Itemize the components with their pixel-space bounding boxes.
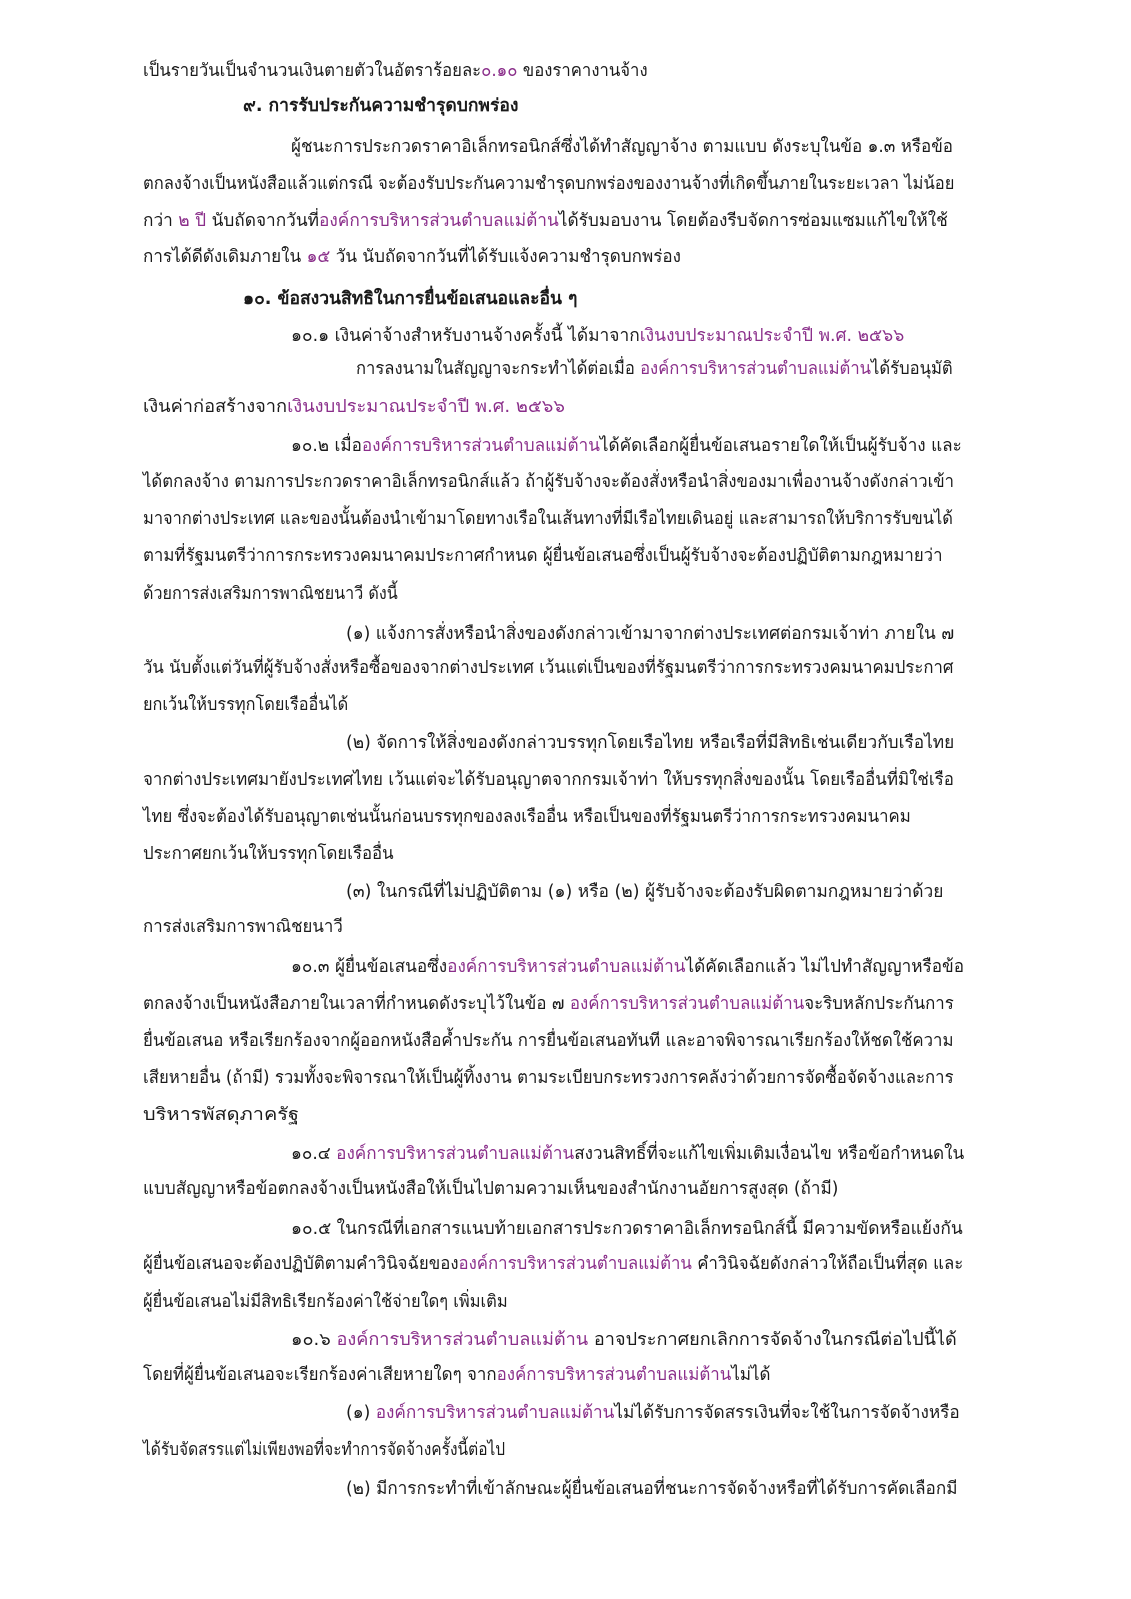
text-segment: ด้วยการส่งเสริมการพาณิชยนาวี ดังนี้ xyxy=(143,584,398,604)
text-segment: ๑๐.๔ xyxy=(291,1144,337,1164)
text-line xyxy=(143,58,648,84)
highlighted-text: ๒ ปี xyxy=(178,211,207,231)
text-line xyxy=(291,1141,964,1167)
highlighted-text: องค์การบริหารส่วนตำบลแม่ต้าน xyxy=(447,957,686,977)
text-line xyxy=(346,1400,960,1426)
text-segment: ยกเว้นให้บรรทุกโดยเรืออื่นได้ xyxy=(143,695,349,715)
text-line xyxy=(143,1176,838,1202)
text-line xyxy=(143,581,398,607)
text-segment: ผู้ยื่นข้อเสนอไม่มีสิทธิเรียกร้องค่าใช้จ่ายใดๆ เพิ่มเติม xyxy=(143,1292,508,1312)
text-segment: การได้ดีดังเดิมภายใน xyxy=(143,247,307,267)
text-line xyxy=(143,171,954,197)
text-line xyxy=(143,914,343,940)
text-segment: ไทย ซึ่งจะต้องได้รับอนุญาตเช่นนั้นก่อนบรรทุกของลงเรืออื่น หรือเป็นของที่รัฐมนตรีว่าการกระทรวงคมนาคม xyxy=(143,807,911,827)
text-line xyxy=(143,543,943,569)
text-segment: (๓) ในกรณีที่ไม่ปฏิบัติตาม (๑) หรือ (๒) ผู้รับจ้างจะต้องรับผิดตามกฎหมายว่าด้วย xyxy=(346,882,944,902)
highlighted-text: องค์การบริหารส่วนตำบลแม่ต้าน xyxy=(336,1144,575,1164)
text-line xyxy=(291,1327,957,1353)
text-segment: (๒) จัดการให้สิ่งของดังกล่าวบรรทุกโดยเรือไทย หรือเรือที่มีสิทธิเช่นเดียวกับเรือไทย xyxy=(346,733,955,753)
text-segment: มาจากต่างประเทศ และของนั้นต้องนำเข้ามาโดยทางเรือในเส้นทางที่มีเรือไทยเดินอยู่ และสามารถให้บริการรับขนได้ xyxy=(143,509,953,529)
highlighted-text: องค์การบริหารส่วนตำบลแม่ต้าน xyxy=(319,211,559,231)
text-segment: การส่งเสริมการพาณิชยนาวี xyxy=(143,917,343,937)
text-line xyxy=(143,1437,505,1463)
text-segment: การลงนามในสัญญาจะกระทำได้ต่อเมื่อ xyxy=(356,359,641,379)
text-line xyxy=(143,1028,954,1054)
text-line xyxy=(143,394,565,420)
text-line xyxy=(291,323,904,349)
text-segment: กว่า xyxy=(143,211,179,231)
text-line xyxy=(346,879,943,905)
text-segment: เสียหายอื่น (ถ้ามี) รวมทั้งจะพิจารณาให้เป็นผู้ทิ้งงาน ตามระเบียบกระทรวงการคลังว่าด้วยการจัดซื้อจัดจ้างและการ xyxy=(143,1068,954,1088)
text-line xyxy=(143,767,954,793)
text-line xyxy=(291,954,964,980)
text-segment: ๑๐.๒ เมื่อ xyxy=(291,436,362,456)
text-segment: คำวินิจฉัยดังกล่าวให้ถือเป็นที่สุด และ xyxy=(691,1254,964,1274)
text-segment: ๑๐.๕ ในกรณีที่เอกสารแนบท้ายเอกสารประกวดราคาอิเล็กทรอนิกส์นี้ มีความขัดหรือแย้งกัน xyxy=(291,1219,963,1239)
text-segment: ไม่ได้ xyxy=(731,1365,771,1385)
highlighted-text: ๑๕ xyxy=(306,247,331,267)
highlighted-text: เงินงบประมาณประจำปี พ.ศ. ๒๕๖๖ xyxy=(287,397,565,417)
text-segment: ตามที่รัฐมนตรีว่าการกระทรวงคมนาคมประกาศกำหนด ผู้ยื่นข้อเสนอซึ่งเป็นผู้รับจ้างจะต้องปฏิบัติตามกฎหมายว่า xyxy=(143,546,943,566)
text-segment: (๒) มีการกระทำที่เข้าลักษณะผู้ยื่นข้อเสนอที่ชนะการจัดจ้างหรือที่ได้รับการคัดเลือกมี xyxy=(346,1479,958,1499)
text-line xyxy=(143,1065,954,1091)
text-segment: (๑) xyxy=(346,1403,376,1423)
text-line xyxy=(143,841,394,867)
text-line xyxy=(291,1216,963,1242)
text-segment: โดยที่ผู้ยื่นข้อเสนอจะเรียกร้องค่าเสียหายใดๆ จาก xyxy=(143,1365,497,1385)
text-segment: ของราคางานจ้าง xyxy=(517,61,648,81)
text-segment: ตกลงจ้างเป็นหนังสือแล้วแต่กรณี จะต้องรับประกันความชำรุดบกพร่องของงานจ้างที่เกิดขึ้นภายในระยะเวลา ไม่น้อย xyxy=(143,174,955,194)
text-segment: ๑๐.๑ เงินค่าจ้างสำหรับงานจ้างครั้งนี้ ได้มาจาก xyxy=(291,326,640,346)
text-segment: ได้รับจัดสรรแต่ไม่เพียงพอที่จะทำการจัดจ้างครั้งนี้ต่อไป xyxy=(143,1440,506,1460)
text-segment: อาจประกาศยกเลิกการจัดจ้างในกรณีต่อไปนี้ได้ xyxy=(588,1330,957,1350)
text-segment: เงินค่าก่อสร้างจาก xyxy=(143,397,288,417)
text-segment: จะริบหลักประกันการ xyxy=(804,994,954,1014)
highlighted-text: ๐.๑๐ xyxy=(481,61,518,81)
text-line xyxy=(243,286,577,312)
text-segment: ได้คัดเลือกแล้ว ไม่ไปทำสัญญาหรือข้อ xyxy=(685,957,965,977)
text-line xyxy=(356,356,953,382)
text-segment: ประกาศยกเว้นให้บรรทุกโดยเรืออื่น xyxy=(143,844,394,864)
highlighted-text: องค์การบริหารส่วนตำบลแม่ต้าน xyxy=(569,994,805,1014)
text-segment: ผู้ยื่นข้อเสนอจะต้องปฏิบัติตามคำวินิจฉัยของ xyxy=(143,1254,459,1274)
text-line xyxy=(143,506,953,532)
text-line xyxy=(143,1289,508,1315)
text-segment: นับถัดจากวันที่ xyxy=(206,211,320,231)
text-segment: ยื่นข้อเสนอ หรือเรียกร้องจากผู้ออกหนังสือค้ำประกัน การยื่นข้อเสนอทันที และอาจพิจารณาเรียกร้องให้ชดใช้ความ xyxy=(143,1031,954,1051)
text-line xyxy=(143,655,954,681)
text-segment: ได้รับอนุมัติ xyxy=(871,359,953,379)
text-segment: ๑๐. ข้อสงวนสิทธิในการยื่นข้อเสนอและอื่น ๆ xyxy=(243,289,578,309)
text-segment: จากต่างประเทศมายังประเทศไทย เว้นแต่จะได้รับอนุญาตจากกรมเจ้าท่า ให้บรรทุกสิ่งของนั้น โดยเรืออื่นที่มิใช่เรือ xyxy=(143,770,954,790)
text-segment: ได้ตกลงจ้าง ตามการประกวดราคาอิเล็กทรอนิกส์แล้ว ถ้าผู้รับจ้างจะต้องสั่งหรือนำสิ่งของมาเพื่องานจ้างดังกล่าวเข้า xyxy=(143,472,955,492)
text-segment: บริหารพัสดุภาครัฐ xyxy=(143,1105,299,1125)
highlighted-text: องค์การบริหารส่วนตำบลแม่ต้าน xyxy=(375,1403,615,1423)
text-segment: วัน นับตั้งแต่วันที่ผู้รับจ้างสั่งหรือซื้อของจากต่างประเทศ เว้นแต่เป็นของที่รัฐมนตรีว่าการกระทรวงคมนาคมประกาศ xyxy=(143,658,954,678)
text-line xyxy=(291,433,962,459)
highlighted-text: องค์การบริหารส่วนตำบลแม่ต้าน xyxy=(640,359,872,379)
text-line xyxy=(291,134,953,160)
text-line xyxy=(143,1362,770,1388)
text-segment: ได้รับมอบงาน โดยต้องรีบจัดการซ่อมแซมแก้ไขให้ใช้ xyxy=(558,211,948,231)
text-line xyxy=(243,93,518,119)
text-segment: ได้คัดเลือกผู้ยื่นข้อเสนอรายใดให้เป็นผู้รับจ้าง และ xyxy=(599,436,962,456)
text-segment: ๑๐.๖ xyxy=(291,1330,337,1350)
text-line xyxy=(143,692,348,718)
highlighted-text: องค์การบริหารส่วนตำบลแม่ต้าน xyxy=(458,1254,692,1274)
text-line xyxy=(346,621,954,647)
text-segment: สงวนสิทธิ์ที่จะแก้ไขเพิ่มเติมเงื่อนไข หรือข้อกำหนดใน xyxy=(574,1144,965,1164)
text-segment: เป็นรายวันเป็นจำนวนเงินตายตัวในอัตราร้อยละ xyxy=(143,61,482,81)
text-line xyxy=(143,1251,963,1277)
text-segment: (๑) แจ้งการสั่งหรือนำสิ่งของดังกล่าวเข้ามาจากต่างประเทศต่อกรมเจ้าท่า ภายใน ๗ xyxy=(346,624,955,644)
highlighted-text: องค์การบริหารส่วนตำบลแม่ต้าน xyxy=(496,1365,732,1385)
text-segment: แบบสัญญาหรือข้อตกลงจ้างเป็นหนังสือให้เป็นไปตามความเห็นของสำนักงานอัยการสูงสุด (ถ้ามี) xyxy=(143,1179,839,1199)
text-segment: ๑๐.๓ ผู้ยื่นข้อเสนอซึ่ง xyxy=(291,957,448,977)
text-segment: ผู้ชนะการประกวดราคาอิเล็กทรอนิกส์ซึ่งได้ทำสัญญาจ้าง ตามแบบ ดังระบุในข้อ ๑.๓ หรือข้อ xyxy=(291,137,953,157)
highlighted-text: องค์การบริหารส่วนตำบลแม่ต้าน xyxy=(361,436,600,456)
text-segment: ไม่ได้รับการจัดสรรเงินที่จะใช้ในการจัดจ้างหรือ xyxy=(614,1403,960,1423)
text-line xyxy=(143,804,911,830)
highlighted-text: เงินงบประมาณประจำปี พ.ศ. ๒๕๖๖ xyxy=(639,326,905,346)
text-segment: ตกลงจ้างเป็นหนังสือภายในเวลาที่กำหนดดังระบุไว้ในข้อ ๗ xyxy=(143,994,570,1014)
text-line xyxy=(143,1102,299,1128)
text-line xyxy=(143,208,948,234)
text-line xyxy=(143,991,954,1017)
text-segment: วัน นับถัดจากวันที่ได้รับแจ้งความชำรุดบกพร่อง xyxy=(330,247,681,267)
text-segment: ๙. การรับประกันความชำรุดบกพร่อง xyxy=(243,96,519,116)
text-line xyxy=(346,1476,957,1502)
text-line xyxy=(143,469,954,495)
highlighted-text: องค์การบริหารส่วนตำบลแม่ต้าน xyxy=(336,1330,589,1350)
text-line xyxy=(143,244,681,270)
text-line xyxy=(346,730,954,756)
